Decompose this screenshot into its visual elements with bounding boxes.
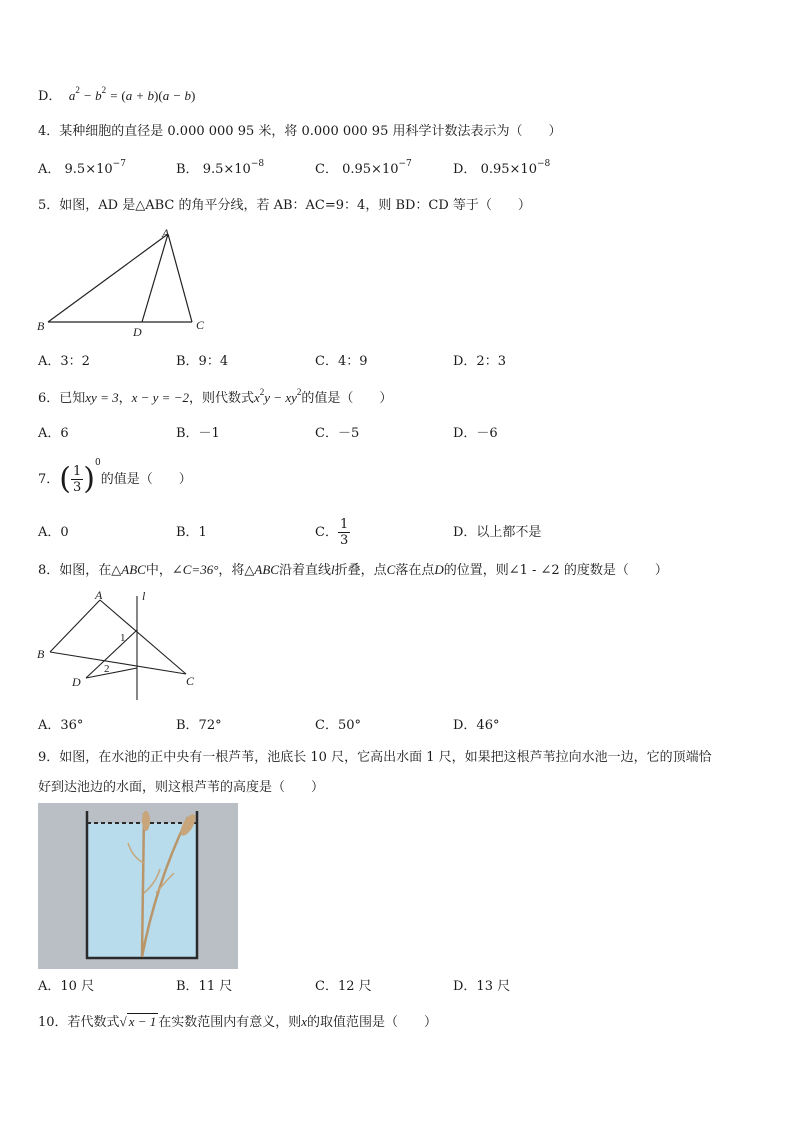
q8-option-c: C．50° (315, 718, 361, 733)
q9-stem-line2: 好到达池边的水面，则这根芦苇的高度是（ ） (38, 780, 325, 795)
condition-difference: x − y = −2 (131, 390, 189, 405)
q4-option-a: A． $9.5\times 10^{-7}$ (38, 159, 126, 177)
q5-option-b: B．9：4 (176, 354, 229, 369)
vertex-a-label: A (162, 228, 170, 240)
q7-option-a: A．0 (38, 525, 69, 540)
q4-option-c: C． $0.95\times 10^{-7}$ (315, 159, 412, 177)
q7-stem: 7．( $\frac{1}{3}$ )$^0$的值是（ ） (38, 458, 192, 497)
q8-option-d: D．46° (453, 718, 500, 733)
q7-option-b: B．1 (176, 525, 207, 540)
angle-1-label: 1 (120, 632, 126, 644)
vertex-c-label: C (196, 318, 205, 332)
q4-option-b: B． $9.5\times 10^{-8}$ (176, 159, 265, 177)
q3-option-d (38, 86, 195, 107)
q9-stem-line1: 9．如图，在水池的正中央有一根芦苇，池底长 10 尺，它高出水面 1 尺，如果把这根芦苇拉向水池一边，它的顶端恰 (38, 750, 712, 765)
q9-option-d: D．13 尺 (453, 979, 511, 994)
q5-triangle-figure (34, 228, 214, 340)
fraction-power: ( $\frac{1}{3}$ )$^0$ (59, 458, 101, 497)
q8-option-a: A．36° (38, 718, 84, 733)
vertex-a-label: A (95, 588, 103, 602)
q4-option-d: D． $0.95\times 10^{-8}$ (453, 159, 551, 177)
line-l-label: l (142, 589, 146, 603)
q8-stem: 8．如图，在△ABC中，∠C=36°，将△ABC沿着直线l折叠，点C落在点D的位置，则∠1 - ∠2 的度数是（ ） (38, 562, 668, 578)
q9-option-b: B．11 尺 (176, 979, 233, 994)
vertex-b-label: B (37, 647, 45, 661)
q6-option-c: C．－5 (315, 426, 360, 441)
q6-stem: 6．已知xy = 3，x − y = −2，则代数式$x^2y - xy^2$的值是（ ） (38, 387, 393, 406)
q7-option-d: D．以上都不是 (453, 525, 542, 540)
q6-option-a: A．6 (38, 426, 69, 441)
q9-option-c: C．12 尺 (315, 979, 372, 994)
vertex-c-label: C (186, 674, 195, 688)
option-label: D． (38, 89, 62, 104)
difference-of-squares-expr: $a^2 - b^2 = (a + b)(a - b)$ (68, 85, 196, 103)
square-root-expr: √ x − 1 (119, 1014, 157, 1029)
q4-stem: 4．某种细胞的直径是 0.000 000 95 米，将 0.000 000 95 用科学计数法表示为（ ） (38, 124, 562, 139)
q5-option-a: A．3：2 (38, 354, 90, 369)
vertex-b-label: B (37, 319, 45, 333)
q10-stem: 10．若代数式√ x − 1 在实数范围内有意义，则x的取值范围是（ ） (38, 1014, 438, 1030)
q5-option-d: D．2：3 (453, 354, 506, 369)
q6-option-d: D．－6 (453, 426, 498, 441)
q6-option-b: B．－1 (176, 426, 220, 441)
q8-fold-figure (34, 588, 210, 704)
q5-option-c: C．4：9 (315, 354, 368, 369)
algebraic-expression: $x^2y - xy^2$ (253, 387, 302, 405)
angle-2-label: 2 (104, 663, 110, 675)
condition-product: xy = 3 (85, 390, 119, 405)
q9-option-a: A．10 尺 (38, 979, 95, 994)
point-d-label: D (72, 675, 81, 689)
q8-option-b: B．72° (176, 718, 222, 733)
point-d-label: D (133, 325, 142, 339)
q5-stem: 5．如图，AD 是△ABC 的角平分线，若 AB：AC=9：4，则 BD：CD 等于（ ） (38, 198, 531, 213)
q9-pool-reed-figure (38, 803, 238, 969)
q7-option-c: C． $\frac{1}{3}$ (315, 517, 349, 548)
